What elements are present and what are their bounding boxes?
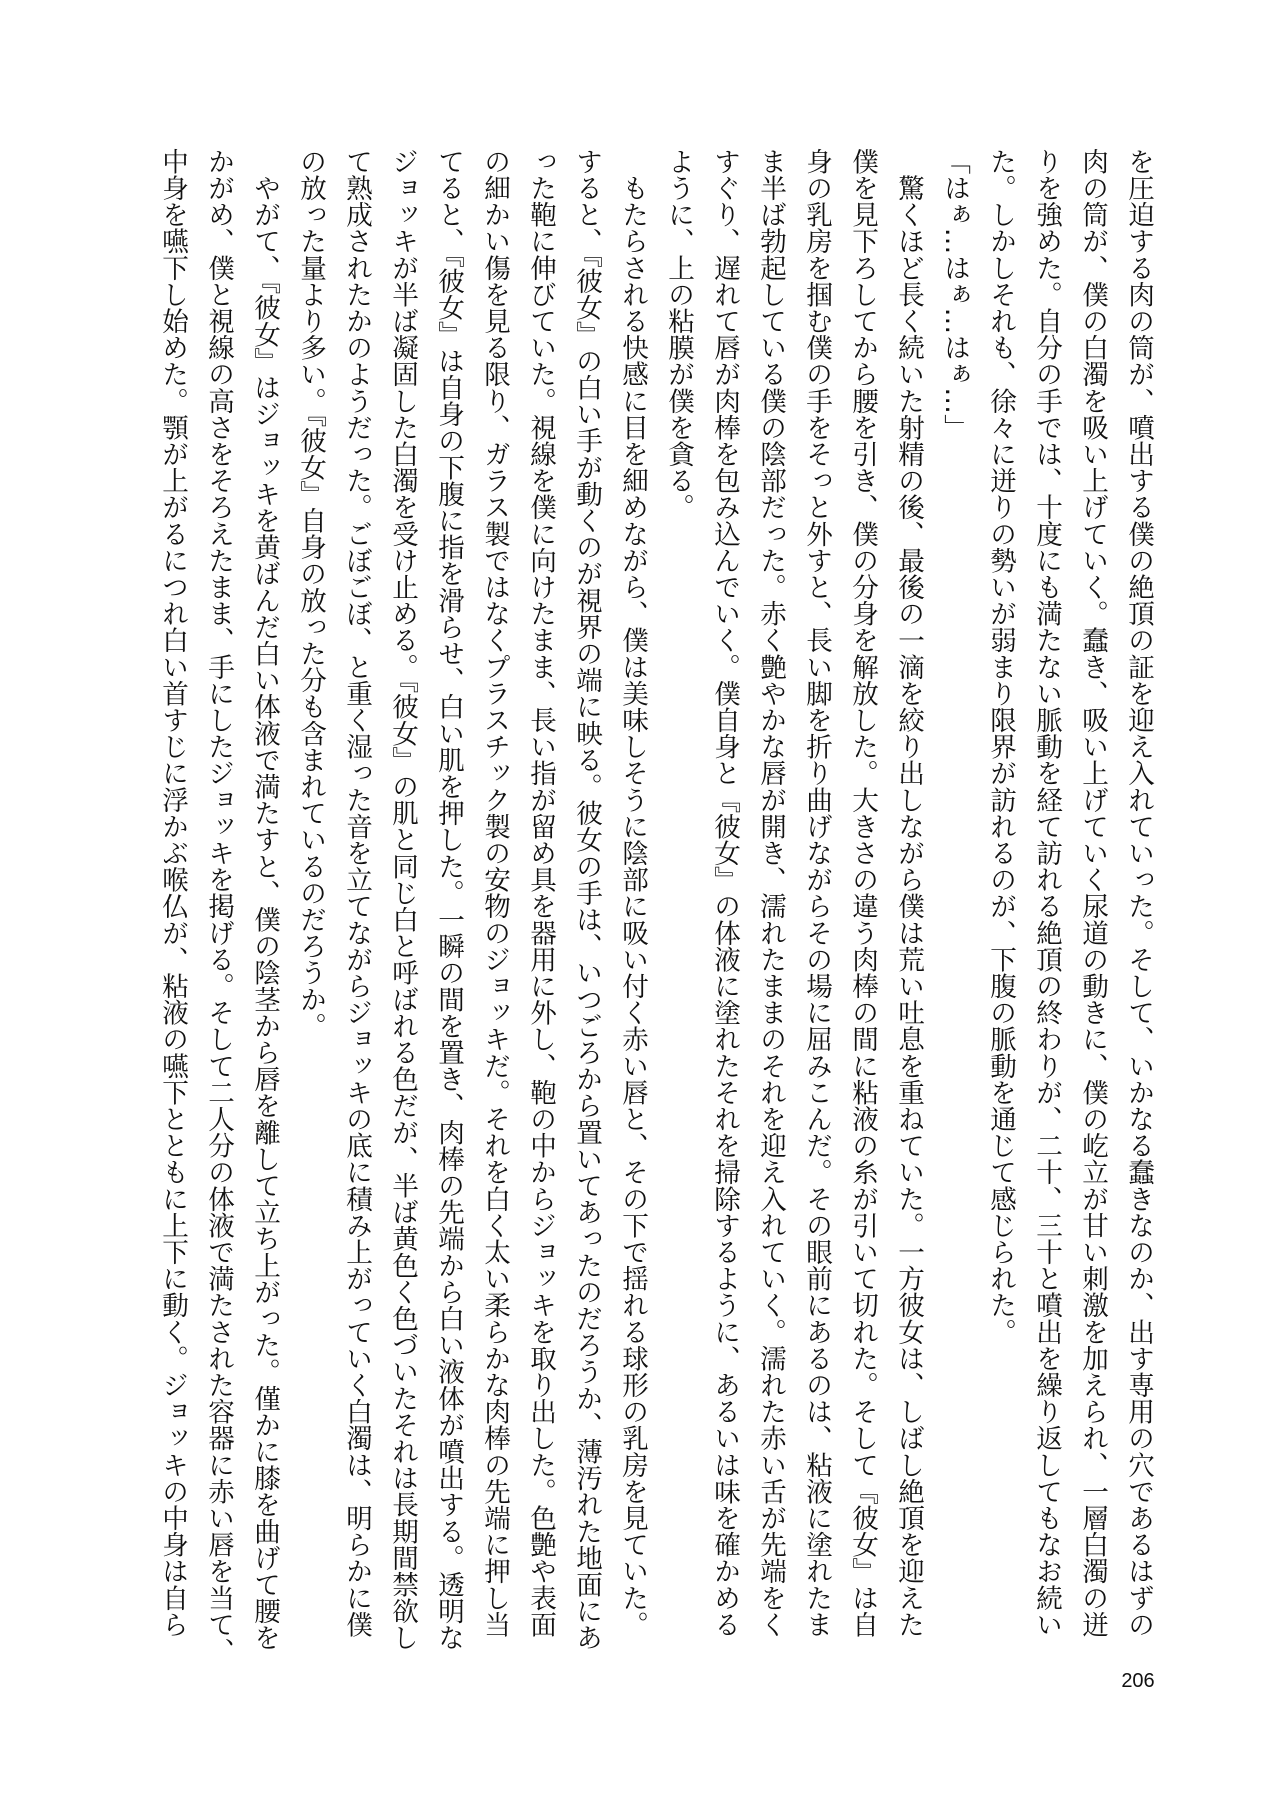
text-line: の放った量より多い。『彼女』自身の放った分も含まれているのだろうか。 bbox=[295, 148, 326, 1040]
text-line: 驚くほど長く続いた射精の後、最後の一滴を絞り出しながら僕は荒い吐息を重ねていた。一方彼女は、しばし絶頂を迎えた bbox=[893, 148, 924, 1638]
text-line: すると、『彼女』の白い手が動くのが視界の端に映る。彼女の手は、いつごろから置いてあったのだろうか、薄汚れた地面にあ bbox=[571, 148, 602, 1651]
text-line: の細かい傷を見る限り、ガラス製ではなくプラスチック製の安物のジョッキだ。それを白く太い柔らかな肉棒の先端に押し当 bbox=[479, 148, 510, 1638]
text-line: ま半ば勃起している僕の陰部だった。赤く艶やかな唇が開き、濡れたままのそれを迎え入れていく。濡れた赤い舌が先端をく bbox=[755, 148, 786, 1638]
text-line: 身の乳房を掴む僕の手をそっと外すと、長い脚を折り曲げながらその場に屈みこんだ。その眼前にあるのは、粘液に塗れたま bbox=[801, 148, 832, 1638]
text-line: て熟成されたかのようだった。ごぼごぼ、と重く湿った音を立てながらジョッキの底に積み上がっていく白濁は、明らかに僕 bbox=[341, 148, 372, 1638]
text-line: ように、上の粘膜が僕を貪る。 bbox=[663, 148, 694, 521]
text-line: もたらされる快感に目を細めながら、僕は美味しそうに陰部に吸い付く赤い唇と、その下で揺れる球形の乳房を見ていた。 bbox=[617, 148, 648, 1638]
text-line: りを強めた。自分の手では、十度にも満たない脈動を経て訪れる絶頂の終わりが、二十、三十と噴出を繰り返してもなお続い bbox=[1031, 148, 1062, 1638]
text-line: 肉の筒が、僕の白濁を吸い上げていく。蠢き、吸い上げていく尿道の動きに、僕の屹立が甘い刺激を加えられ、一層白濁の迸 bbox=[1077, 148, 1108, 1638]
text-line: すぐり、遅れて唇が肉棒を包み込んでいく。僕自身と『彼女』の体液に塗れたそれを掃除するように、あるいは味を確かめる bbox=[709, 148, 740, 1638]
text-line: 「はぁ…はぁ…はぁ…」 bbox=[939, 148, 970, 441]
text-line: やがて、『彼女』はジョッキを黄ばんだ白い体液で満たすと、僕の陰茎から唇を離して立ち上がった。僅かに膝を曲げて腰を bbox=[249, 148, 280, 1651]
text-line: ジョッキが半ば凝固した白濁を受け止める。『彼女』の肌と同じ白と呼ばれる色だが、半ば黄色く色づいたそれは長期間禁欲し bbox=[387, 148, 418, 1651]
page-number: 206 bbox=[1121, 1670, 1155, 1692]
body-text bbox=[149, 148, 1161, 1665]
text-line: 僕を見下ろしてから腰を引き、僕の分身を解放した。大きさの違う肉棒の間に粘液の糸が引いて切れた。そして『彼女』は自 bbox=[847, 148, 878, 1638]
text-line: 中身を嚥下し始めた。顎が上がるにつれ白い首すじに浮かぶ喉仏が、粘液の嚥下とともに上下に動く。ジョッキの中身は自ら bbox=[157, 148, 188, 1638]
text-line: かがめ、僕と視線の高さをそろえたまま、手にしたジョッキを掲げる。そして二人分の体液で満たされた容器に赤い唇を当て、 bbox=[203, 148, 234, 1665]
text-line: を圧迫する肉の筒が、噴出する僕の絶頂の証を迎え入れていった。そして、いかなる蠢きなのか、出す専用の穴であるはずの bbox=[1123, 148, 1154, 1638]
text-line: った鞄に伸びていた。視線を僕に向けたまま、長い指が留め具を器用に外し、鞄の中からジョッキを取り出した。色艶や表面 bbox=[525, 148, 556, 1638]
text-line: た。しかしそれも、徐々に迸りの勢いが弱まり限界が訪れるのが、下腹の脈動を通じて感じられた。 bbox=[985, 148, 1016, 1345]
text-line: てると、『彼女』は自身の下腹に指を滑らせ、白い肌を押した。一瞬の間を置き、肉棒の先端から白い液体が噴出する。透明な bbox=[433, 148, 464, 1651]
